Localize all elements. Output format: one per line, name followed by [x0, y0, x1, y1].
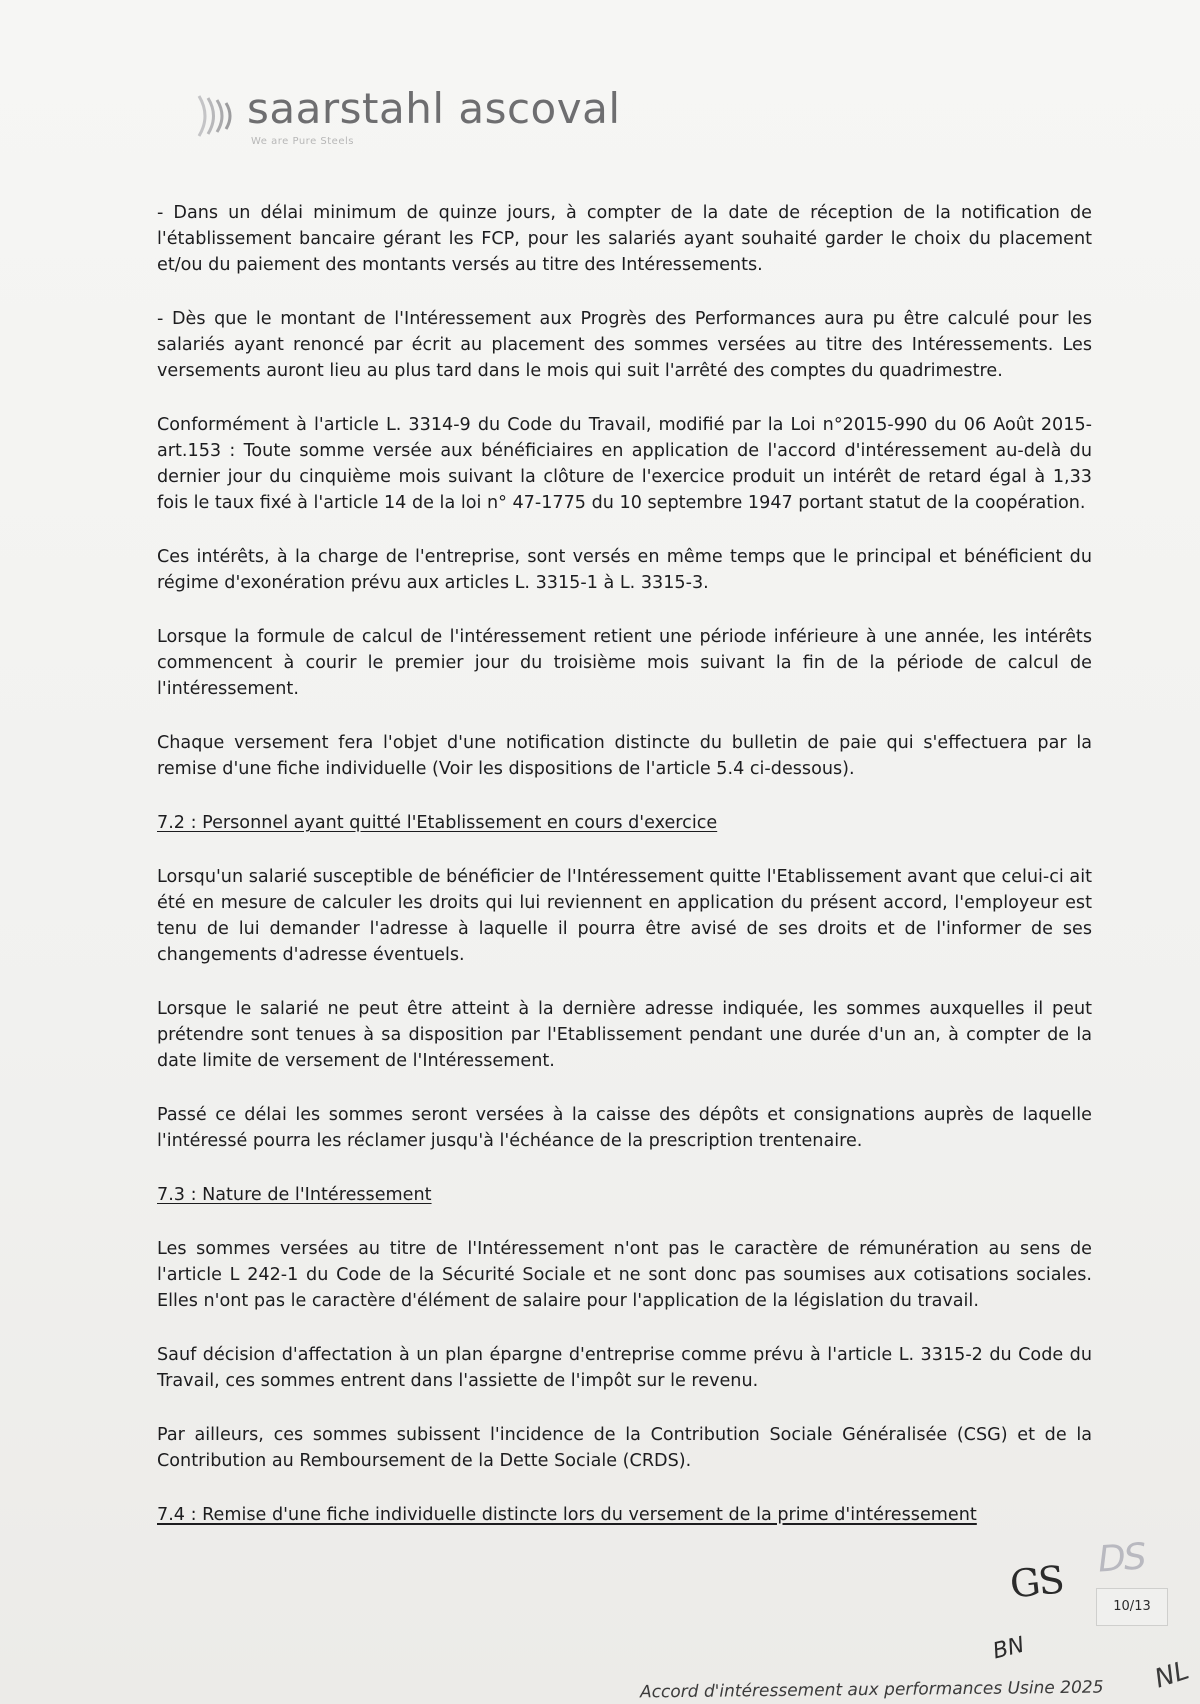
page-number: 10/13 [1113, 1599, 1151, 1614]
paragraph: - Dès que le montant de l'Intéressement aux Progrès des Performances aura pu être calculé pour les salariés ayant renoncé par écrit au placement des sommes versées au titre des Intéressements. Les versements auront lieu au plus tard dans le mois qui suit l'arrêté des comptes du quadrimestre. [157, 309, 1092, 381]
brand-name: saarstahl ascoval [247, 84, 621, 133]
paragraph: Chaque versement fera l'objet d'une notification distincte du bulletin de paie qui s'effectuera par la remise d'une fiche individuelle (Voir les dispositions de l'article 5.4 ci-dessous). [157, 733, 1092, 779]
paragraph: Conformément à l'article L. 3314-9 du Code du Travail, modifié par la Loi n°2015-990 du 06 Août 2015-art.153 : Toute somme versée aux bénéficiaires en application de l'accord d'intéressement au-delà du dernier jour du cinquième mois suivant la clôture de l'exercice produit un intérêt de retard égal à 1,33 fois le taux fixé à l'article 14 de la loi n° 47-1775 du 10 septembre 1947 portant statut de la coopération. [157, 415, 1092, 513]
document-body [157, 200, 1092, 1528]
paragraph: - Dans un délai minimum de quinze jours, à compter de la date de réception de la notification de l'établissement bancaire gérant les FCP, pour les salariés ayant souhaité garder le choix du placement et/ou du paiement des montants versés au titre des Intéressements. [157, 203, 1092, 275]
footer-title: Accord d'intéressement aux performances Usine 2025 [639, 1677, 1104, 1703]
section-heading-7-4: 7.4 : Remise d'une fiche individuelle distincte lors du versement de la prime d'intéressement [157, 1505, 977, 1525]
logo-arcs-icon [195, 92, 239, 140]
paragraph: Lorsque le salarié ne peut être atteint à la dernière adresse indiquée, les sommes auxquelles il peut prétendre sont tenues à sa disposition par l'Etablissement pendant une durée d'un an, à compter de la date limite de versement de l'Intéressement. [157, 999, 1092, 1071]
brand-tagline: We are Pure Steels [251, 136, 354, 147]
paragraph: Sauf décision d'affectation à un plan épargne d'entreprise comme prévu à l'article L. 3315-2 du Code du Travail, ces sommes entrent dans l'assiette de l'impôt sur le revenu. [157, 1345, 1092, 1391]
handwritten-initials-bn: BN [990, 1632, 1028, 1665]
paragraph: Passé ce délai les sommes seront versées à la caisse des dépôts et consignations auprès de laquelle l'intéressé pourra les réclamer jusqu'à l'échéance de la prescription trentenaire. [157, 1105, 1092, 1151]
handwritten-initials-gs: GS [1007, 1557, 1065, 1607]
paragraph: Lorsqu'un salarié susceptible de bénéficier de l'Intéressement quitte l'Etablissement avant que celui-ci ait été en mesure de calculer les droits qui lui reviennent en application du présent accord, l'employeur est tenu de lui demander l'adresse à laquelle il pourra être avisé de ses droits et de l'informer de ses changements d'adresse éventuels. [157, 867, 1092, 965]
paragraph: Ces intérêts, à la charge de l'entreprise, sont versés en même temps que le principal et bénéficient du régime d'exonération prévu aux articles L. 3315-1 à L. 3315-3. [157, 547, 1092, 593]
section-heading-7-2: 7.2 : Personnel ayant quitté l'Etablissement en cours d'exercice [157, 813, 718, 833]
section-heading-7-3: 7.3 : Nature de l'Intéressement [157, 1185, 432, 1205]
paragraph: Lorsque la formule de calcul de l'intéressement retient une période inférieure à une année, les intérêts commencent à courir le premier jour du troisième mois suivant la fin de la période de calcul de l'intéressement. [157, 627, 1092, 699]
page-number-box [1096, 1588, 1168, 1626]
handwritten-initials-nl: NL [1151, 1655, 1193, 1695]
paragraph: Par ailleurs, ces sommes subissent l'incidence de la Contribution Sociale Généralisée (CSG) et de la Contribution au Remboursement de la Dette Sociale (CRDS). [157, 1425, 1092, 1471]
paragraph: Les sommes versées au titre de l'Intéressement n'ont pas le caractère de rémunération au sens de l'article L 242-1 du Code de la Sécurité Sociale et ne sont donc pas soumises aux cotisations sociales. Elles n'ont pas le caractère d'élément de salaire pour l'application de la législation du travail. [157, 1239, 1092, 1311]
handwritten-initials-ds: DS [1096, 1536, 1146, 1581]
